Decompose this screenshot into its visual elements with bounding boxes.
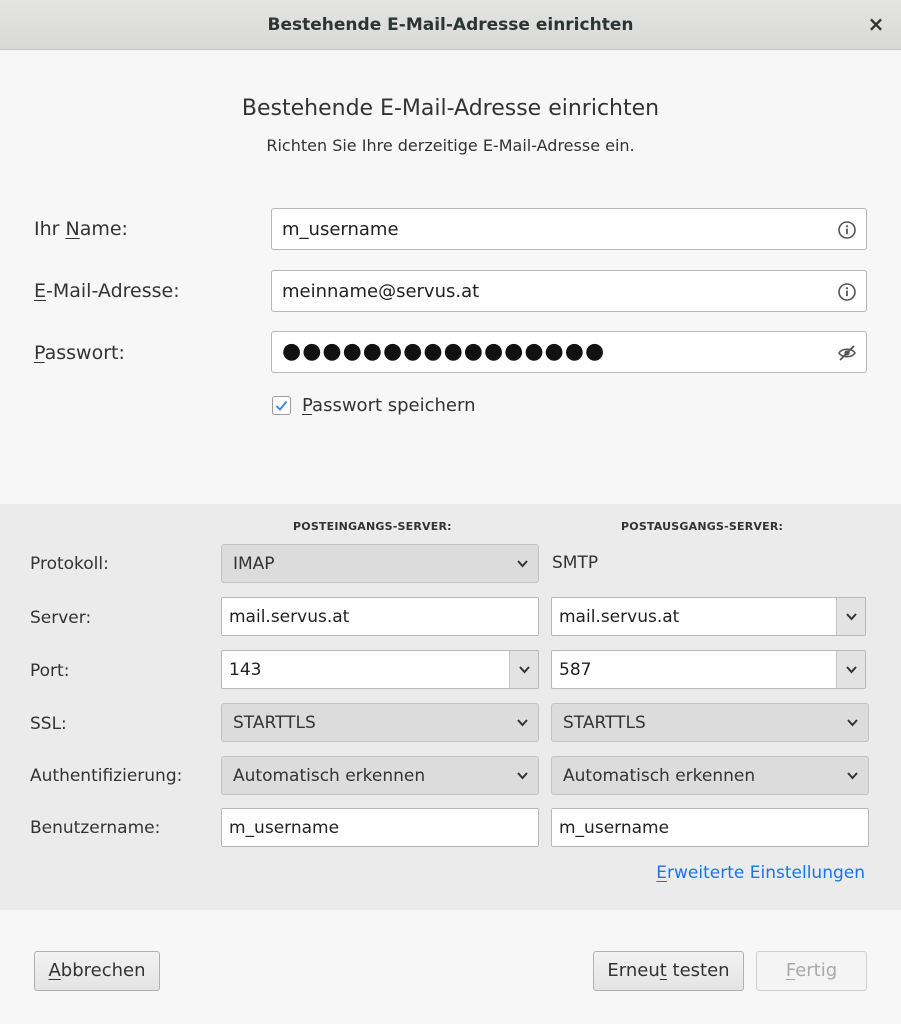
info-icon[interactable] (837, 220, 857, 240)
outgoing-protocol-value: SMTP (552, 553, 599, 573)
done-button[interactable]: Fertig (756, 951, 867, 991)
chevron-down-icon (517, 718, 528, 727)
incoming-server-header: POSTEINGANGS-SERVER: (293, 520, 452, 533)
save-password-checkbox[interactable] (272, 396, 291, 415)
incoming-auth-value: Automatisch erkennen (233, 766, 426, 786)
advanced-settings-link[interactable]: Erweiterte Einstellungen (656, 863, 865, 883)
protocol-label: Protokoll: (30, 554, 109, 574)
chevron-down-icon (846, 612, 857, 621)
server-label: Server: (30, 608, 92, 628)
incoming-protocol-select[interactable] (221, 544, 539, 583)
outgoing-server-dropdown-button[interactable] (836, 598, 865, 635)
account-section (0, 50, 901, 504)
chevron-down-icon (517, 559, 528, 568)
checkmark-icon (273, 397, 290, 414)
info-icon[interactable] (837, 282, 857, 302)
incoming-server-value: mail.servus.at (229, 607, 350, 627)
incoming-protocol-value: IMAP (233, 554, 275, 574)
password-input[interactable] (271, 331, 867, 373)
chevron-down-icon (847, 718, 858, 727)
outgoing-ssl-value: STARTTLS (563, 713, 646, 733)
page-heading: Bestehende E-Mail-Adresse einrichten (241, 96, 660, 121)
outgoing-server-combobox[interactable] (551, 597, 866, 636)
cancel-button[interactable]: Abbrechen (34, 951, 160, 991)
incoming-port-dropdown-button[interactable] (509, 651, 538, 688)
password-label: Passwort: (34, 342, 125, 364)
outgoing-ssl-select[interactable] (551, 703, 869, 742)
username-label: Benutzername: (30, 818, 161, 838)
email-value: meinname@servus.at (282, 281, 480, 302)
eye-slash-icon[interactable] (837, 343, 857, 363)
port-label: Port: (30, 661, 70, 681)
save-password-label[interactable]: Passwort speichern (302, 395, 476, 416)
ssl-label: SSL: (30, 714, 67, 734)
outgoing-port-combobox[interactable] (551, 650, 866, 689)
incoming-username-value: m_username (229, 818, 340, 838)
incoming-port-value: 143 (229, 660, 262, 680)
chevron-down-icon (847, 771, 858, 780)
chevron-down-icon (846, 665, 857, 674)
title-bar (0, 0, 901, 50)
page-subheading: Richten Sie Ihre derzeitige E-Mail-Adresse ein. (266, 136, 635, 155)
email-label: E-Mail-Adresse: (34, 280, 180, 302)
outgoing-username-input[interactable] (551, 808, 869, 847)
server-settings-panel (0, 504, 901, 910)
chevron-down-icon (519, 665, 530, 674)
incoming-ssl-value: STARTTLS (233, 713, 316, 733)
incoming-server-input[interactable] (221, 597, 539, 636)
window-title: Bestehende E-Mail-Adresse einrichten (267, 15, 634, 35)
outgoing-username-value: m_username (559, 818, 670, 838)
incoming-username-input[interactable] (221, 808, 539, 847)
name-label: Ihr Name: (34, 218, 128, 240)
outgoing-port-dropdown-button[interactable] (836, 651, 865, 688)
close-icon[interactable]: × (867, 12, 885, 36)
outgoing-server-value: mail.servus.at (559, 607, 680, 627)
chevron-down-icon (517, 771, 528, 780)
incoming-port-combobox[interactable] (221, 650, 539, 689)
outgoing-server-header: POSTAUSGANGS-SERVER: (621, 520, 784, 533)
outgoing-auth-value: Automatisch erkennen (563, 766, 756, 786)
incoming-ssl-select[interactable] (221, 703, 539, 742)
outgoing-port-value: 587 (559, 660, 592, 680)
incoming-auth-select[interactable] (221, 756, 539, 795)
retest-button[interactable]: Erneut testen (593, 951, 744, 991)
outgoing-auth-select[interactable] (551, 756, 869, 795)
password-mask: ●●●●●●●●●●●●●●●● (282, 339, 606, 364)
name-input[interactable] (271, 208, 867, 250)
auth-label: Authentifizierung: (30, 766, 183, 786)
email-input[interactable] (271, 270, 867, 312)
name-value: m_username (282, 219, 399, 240)
